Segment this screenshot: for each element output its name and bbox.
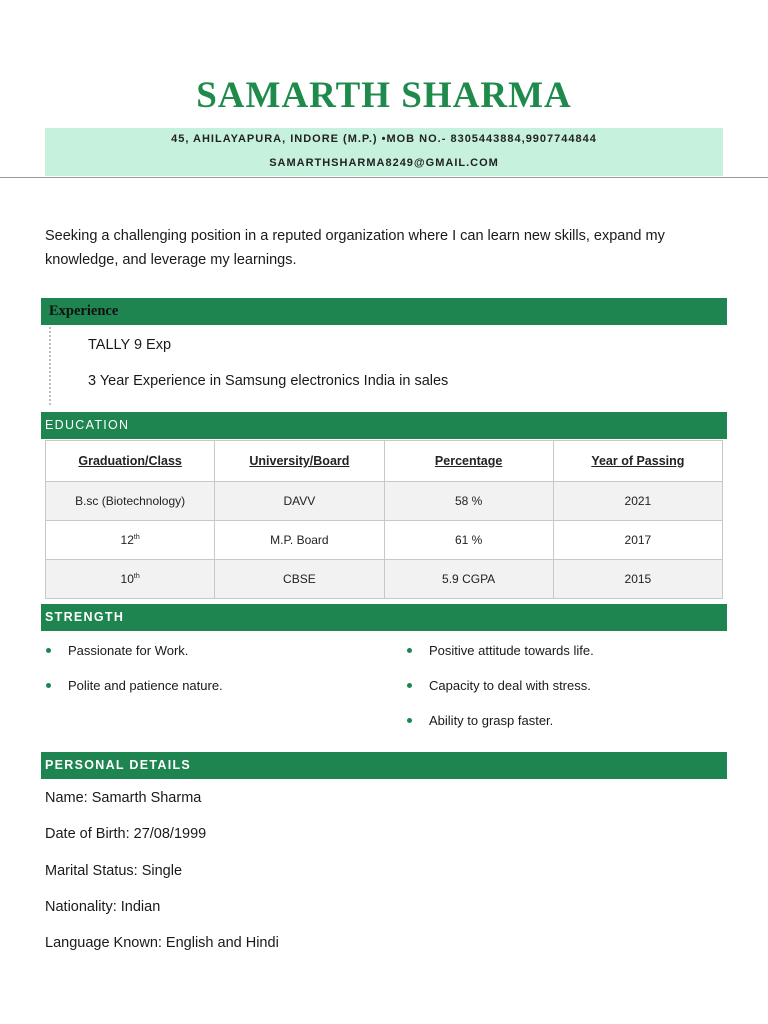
list-item [429,713,553,728]
table-cell: 2021 [553,482,722,521]
table-cell: 12th [46,521,215,560]
table-cell: 10th [46,560,215,599]
experience-section-header [41,298,727,325]
column-header: Year of Passing [553,441,722,482]
column-header: Graduation/Class [46,441,215,482]
bullet-icon [46,648,51,653]
education-table [45,440,723,599]
bullet-icon [407,648,412,653]
table-cell: M.P. Board [215,521,384,560]
contact-box [45,128,723,176]
table-cell: 2015 [553,560,722,599]
personal-languages: Language Known: English and Hindi [45,935,279,951]
strength-text: Ability to grasp faster. [429,713,554,728]
table-cell: DAVV [215,482,384,521]
experience-title: Experience [49,303,119,319]
list-item [68,678,223,693]
email-line: SAMARTHSHARMA8249@GMAIL.COM [269,157,499,169]
table-cell: 2017 [553,521,722,560]
personal-dob: Date of Birth: 27/08/1999 [45,826,207,842]
bullet-icon [407,718,412,723]
strength-text: Passionate for Work. [68,643,189,658]
table-row [46,482,723,521]
personal-name: Name: Samarth Sharma [45,790,202,806]
table-cell: 58 % [384,482,553,521]
bullet-icon [46,683,51,688]
strength-title: STRENGTH [45,610,125,624]
career-objective: Seeking a challenging position in a reputed organization where I can learn new skills, expand my knowledge, and leverage my learnings. [45,228,665,268]
list-item [68,643,188,658]
personal-details-title: PERSONAL DETAILS [45,758,192,772]
bullet-icon [407,683,412,688]
education-title: EDUCATION [45,418,130,432]
personal-nationality: Nationality: Indian [45,899,161,915]
education-section-header [41,412,727,439]
list-item [429,678,591,693]
table-cell: 5.9 CGPA [384,560,553,599]
column-header: University/Board [215,441,384,482]
column-header: Percentage [384,441,553,482]
header-divider [0,177,768,178]
address-phone-line: 45, AHILAYAPURA, INDORE (M.P.) •MOB NO.- 8305443884,9907744844 [171,133,597,145]
experience-item: TALLY 9 Exp [88,337,172,353]
table-cell: B.sc (Biotechnology) [46,482,215,521]
experience-item: 3 Year Experience in Samsung electronics India in sales [88,373,449,389]
candidate-name: SAMARTH SHARMA [196,75,572,116]
table-cell: 61 % [384,521,553,560]
strength-text: Polite and patience nature. [68,678,223,693]
table-row [46,560,723,599]
personal-details-section-header [41,752,727,779]
strength-text: Capacity to deal with stress. [429,678,591,693]
experience-border [49,327,51,405]
table-row [46,521,723,560]
list-item [429,643,594,658]
strength-text: Positive attitude towards life. [429,643,594,658]
strength-section-header [41,604,727,631]
table-cell: CBSE [215,560,384,599]
table-header-row [46,441,723,482]
personal-marital-status: Marital Status: Single [45,863,183,879]
